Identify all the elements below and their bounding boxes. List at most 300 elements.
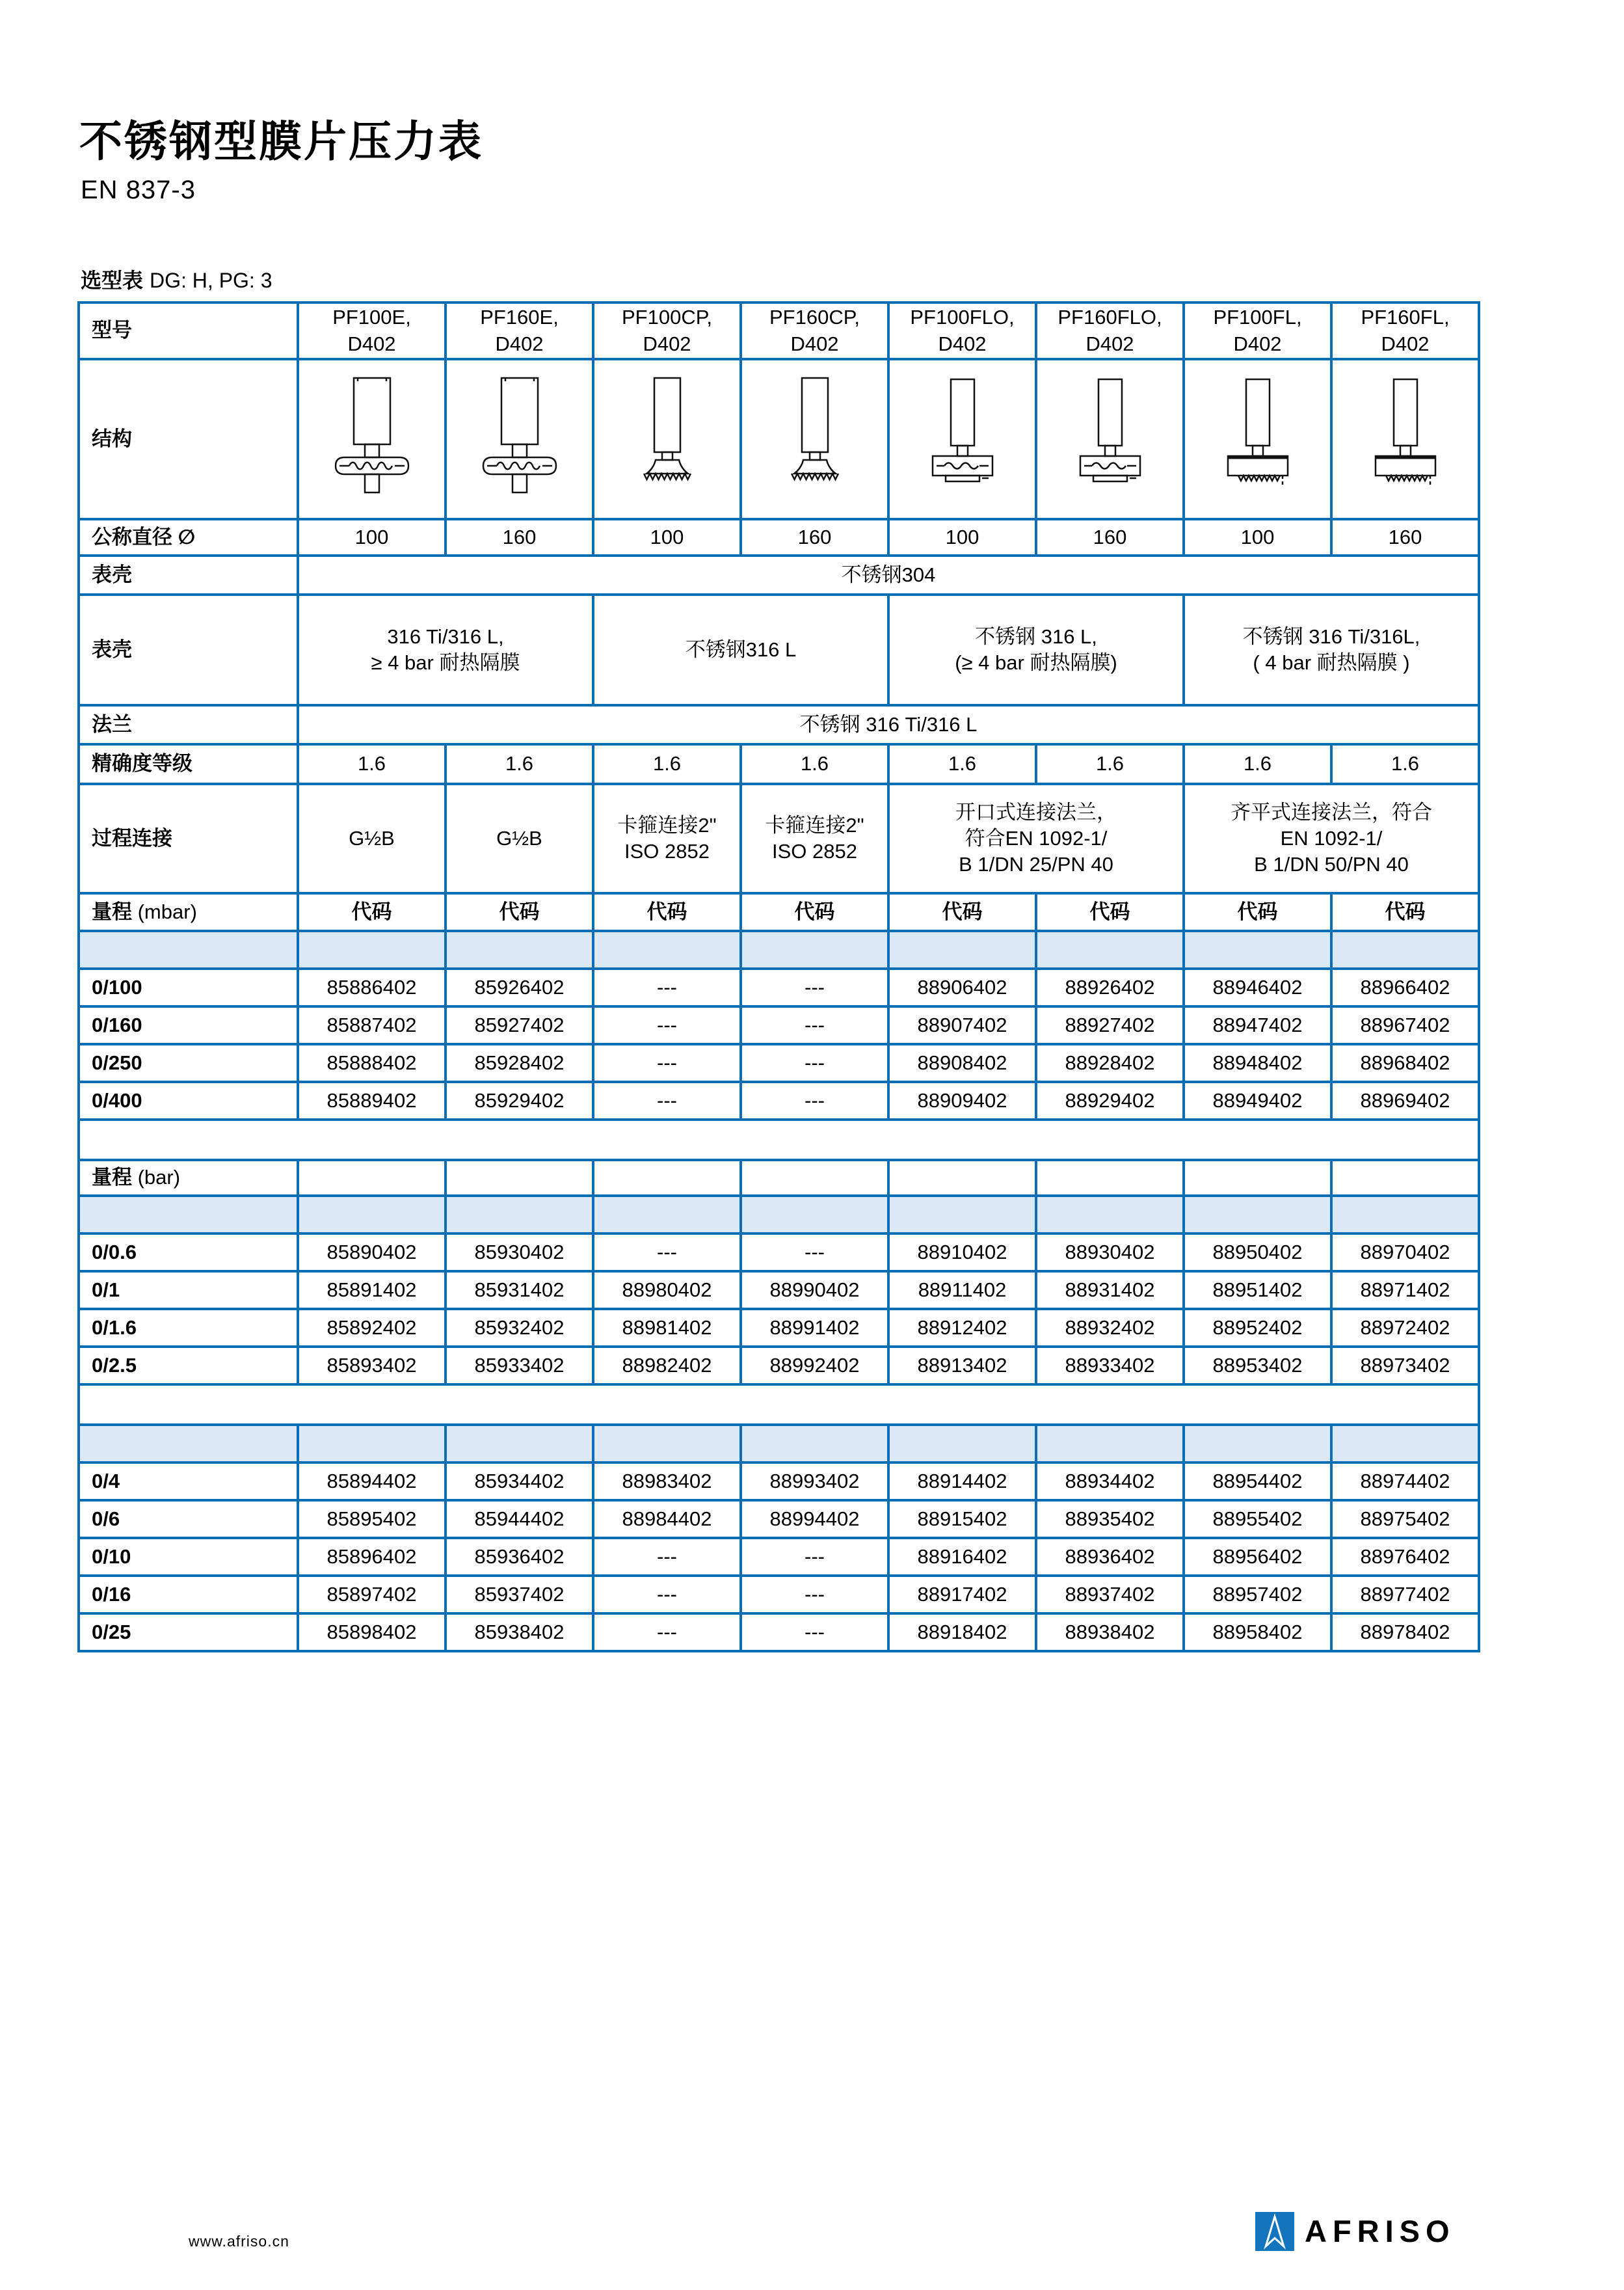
- model-name: PF100FLO,: [910, 306, 1015, 329]
- code-cell: 85936402: [446, 1538, 593, 1576]
- process-line: B 1/DN 25/PN 40: [959, 853, 1113, 876]
- code-cell: 88948402: [1184, 1044, 1331, 1082]
- empty-highlight-cell: [741, 931, 888, 969]
- code-cell: 85893402: [298, 1347, 446, 1384]
- empty-cell: [298, 1160, 446, 1196]
- row-label-model: 型号: [79, 303, 298, 359]
- flange-row: [79, 705, 1479, 744]
- code-cell: ---: [593, 1006, 741, 1044]
- model-name: PF160FLO,: [1058, 306, 1162, 329]
- range-value: 0/400: [79, 1082, 298, 1120]
- case-variant-line: ≥ 4 bar 耐热隔膜: [371, 651, 520, 674]
- model-cell: [446, 303, 593, 359]
- code-header: 代码: [888, 893, 1036, 931]
- process-line: EN 1092-1/: [1280, 826, 1383, 850]
- empty-highlight-cell: [888, 1425, 1036, 1462]
- process-connection-row: [79, 784, 1479, 893]
- empty-highlight-cell: [446, 1425, 593, 1462]
- structure-cell: [298, 359, 446, 519]
- case-variant-line: 316 Ti/316 L,: [387, 625, 504, 648]
- model-cell: [593, 303, 741, 359]
- code-cell: 88955402: [1184, 1500, 1331, 1538]
- code-cell: 85894402: [298, 1462, 446, 1500]
- range-value: 0/250: [79, 1044, 298, 1082]
- accuracy-value: 1.6: [1036, 744, 1184, 784]
- range-unit: (mbar): [132, 900, 197, 923]
- empty-highlight-cell: [79, 1425, 298, 1462]
- structure-cell: [446, 359, 593, 519]
- footer-url-link[interactable]: www.afriso.cn: [189, 2233, 289, 2250]
- process-cell: [593, 784, 741, 893]
- code-cell: 88911402: [888, 1271, 1036, 1309]
- empty-highlight-cell: [593, 1196, 741, 1233]
- code-cell: 88950402: [1184, 1233, 1331, 1271]
- structure-row: [79, 359, 1479, 519]
- empty-highlight-cell: [298, 931, 446, 969]
- code-cell: ---: [741, 1538, 888, 1576]
- case-variant-row: [79, 595, 1479, 705]
- row-label-structure: 结构: [79, 359, 298, 519]
- code-cell: 88934402: [1036, 1462, 1184, 1500]
- standard-ref: EN 837-3: [81, 176, 196, 204]
- code-cell: 88992402: [741, 1347, 888, 1384]
- diameter-value: 160: [1331, 519, 1479, 556]
- structure-cell: [888, 359, 1036, 519]
- range-row: [79, 1538, 1479, 1576]
- code-cell: 88916402: [888, 1538, 1036, 1576]
- process-line: ISO 2852: [772, 840, 857, 863]
- code-cell: 88935402: [1036, 1500, 1184, 1538]
- row-label-flange: 法兰: [79, 705, 298, 744]
- code-cell: 88974402: [1331, 1462, 1479, 1500]
- structure-diagram-cp: [628, 374, 706, 498]
- accuracy-value: 1.6: [593, 744, 741, 784]
- row-label-process: 过程连接: [79, 784, 298, 893]
- selection-table-caption: [81, 264, 273, 294]
- diameter-row: [79, 519, 1479, 556]
- code-header: 代码: [1036, 893, 1184, 931]
- code-cell: 88984402: [593, 1500, 741, 1538]
- empty-cell: [1184, 1160, 1331, 1196]
- code-cell: ---: [741, 1044, 888, 1082]
- selection-label: 选型表: [81, 269, 144, 292]
- empty-highlight-cell: [446, 931, 593, 969]
- code-cell: 88947402: [1184, 1006, 1331, 1044]
- range-value: 0/25: [79, 1613, 298, 1651]
- case-variant-line: 不锈钢 316 Ti/316L,: [1242, 625, 1420, 648]
- model-variant: D402: [1381, 332, 1430, 355]
- code-cell: 88951402: [1184, 1271, 1331, 1309]
- spacer-cell: [79, 1384, 1479, 1425]
- code-cell: 88926402: [1036, 969, 1184, 1006]
- empty-highlight-cell: [741, 1196, 888, 1233]
- code-cell: 88968402: [1331, 1044, 1479, 1082]
- model-cell: [741, 303, 888, 359]
- code-cell: 88977402: [1331, 1576, 1479, 1613]
- code-cell: 85897402: [298, 1576, 446, 1613]
- model-name: PF160CP,: [769, 306, 860, 329]
- code-header: 代码: [298, 893, 446, 931]
- code-cell: 85889402: [298, 1082, 446, 1120]
- range-row: [79, 1462, 1479, 1500]
- afriso-arrow-icon: [1255, 2212, 1294, 2251]
- code-cell: ---: [593, 969, 741, 1006]
- code-cell: 88990402: [741, 1271, 888, 1309]
- model-variant: D402: [1233, 332, 1282, 355]
- accuracy-value: 1.6: [298, 744, 446, 784]
- range-row: [79, 1309, 1479, 1347]
- empty-highlight-cell: [79, 931, 298, 969]
- case-variant-line: (≥ 4 bar 耐热隔膜): [955, 651, 1117, 674]
- code-cell: 85890402: [298, 1233, 446, 1271]
- code-cell: 88975402: [1331, 1500, 1479, 1538]
- empty-highlight-cell: [1184, 1425, 1331, 1462]
- empty-highlight-cell: [1331, 1425, 1479, 1462]
- code-cell: ---: [593, 1082, 741, 1120]
- code-cell: ---: [741, 1613, 888, 1651]
- diameter-value: 100: [593, 519, 741, 556]
- afriso-logo-text: AFRISO: [1305, 2214, 1456, 2248]
- case-variant-cell: [888, 595, 1184, 705]
- selection-table: [77, 301, 1480, 1652]
- model-cell: [888, 303, 1036, 359]
- code-cell: 88946402: [1184, 969, 1331, 1006]
- range-value: 0/100: [79, 969, 298, 1006]
- code-cell: ---: [741, 1576, 888, 1613]
- process-line: 卡箍连接2": [765, 813, 864, 837]
- structure-diagram-cp: [776, 374, 854, 498]
- code-cell: 85891402: [298, 1271, 446, 1309]
- process-line: 齐平式连接法兰，符合: [1231, 800, 1432, 824]
- code-cell: 88930402: [1036, 1233, 1184, 1271]
- range-row: [79, 1271, 1479, 1309]
- empty-highlight-cell: [593, 1425, 741, 1462]
- range-row: [79, 1500, 1479, 1538]
- code-cell: 88981402: [593, 1309, 741, 1347]
- model-variant: D402: [347, 332, 396, 355]
- empty-highlight-cell: [741, 1425, 888, 1462]
- code-cell: 88978402: [1331, 1613, 1479, 1651]
- range-value: 0/2.5: [79, 1347, 298, 1384]
- code-cell: 85888402: [298, 1044, 446, 1082]
- model-name: PF100CP,: [621, 306, 712, 329]
- structure-diagram-fl: [1366, 374, 1444, 498]
- process-line: ISO 2852: [624, 840, 710, 863]
- code-cell: 88933402: [1036, 1347, 1184, 1384]
- empty-highlight-cell: [1036, 931, 1184, 969]
- range-row: [79, 1576, 1479, 1613]
- model-variant: D402: [790, 332, 839, 355]
- code-cell: 88982402: [593, 1347, 741, 1384]
- code-cell: ---: [593, 1613, 741, 1651]
- empty-highlight-row: [79, 931, 1479, 969]
- empty-highlight-cell: [593, 931, 741, 969]
- case-variant-line: ( 4 bar 耐热隔膜 ): [1253, 651, 1410, 674]
- code-cell: 85944402: [446, 1500, 593, 1538]
- structure-diagram-flo: [1071, 374, 1149, 498]
- code-cell: 88967402: [1331, 1006, 1479, 1044]
- code-cell: 85929402: [446, 1082, 593, 1120]
- code-header: 代码: [1331, 893, 1479, 931]
- empty-highlight-cell: [1331, 931, 1479, 969]
- empty-highlight-cell: [1036, 1196, 1184, 1233]
- model-variant: D402: [1085, 332, 1134, 355]
- code-cell: 88938402: [1036, 1613, 1184, 1651]
- code-cell: ---: [593, 1538, 741, 1576]
- diameter-value: 160: [741, 519, 888, 556]
- code-cell: 85930402: [446, 1233, 593, 1271]
- code-cell: 85896402: [298, 1538, 446, 1576]
- code-cell: 88915402: [888, 1500, 1036, 1538]
- diameter-value: 160: [1036, 519, 1184, 556]
- process-line: G½B: [496, 826, 542, 850]
- empty-highlight-cell: [888, 931, 1036, 969]
- empty-cell: [741, 1160, 888, 1196]
- model-cell: [1331, 303, 1479, 359]
- range-mbar-header-row: [79, 893, 1479, 931]
- code-cell: 85886402: [298, 969, 446, 1006]
- code-cell: 88907402: [888, 1006, 1036, 1044]
- row-label-diameter: 公称直径 ∅: [79, 519, 298, 556]
- structure-cell: [741, 359, 888, 519]
- code-cell: 88914402: [888, 1462, 1036, 1500]
- model-variant: D402: [495, 332, 544, 355]
- code-cell: 88918402: [888, 1613, 1036, 1651]
- code-cell: 88927402: [1036, 1006, 1184, 1044]
- diameter-value: 100: [298, 519, 446, 556]
- afriso-logo: [1255, 2212, 1456, 2251]
- code-cell: ---: [593, 1576, 741, 1613]
- process-line: G½B: [349, 826, 395, 850]
- row-label-case: 表壳: [79, 556, 298, 595]
- code-cell: ---: [741, 1006, 888, 1044]
- structure-cell: [1184, 359, 1331, 519]
- model-name: PF100FL,: [1213, 306, 1302, 329]
- code-header: 代码: [446, 893, 593, 931]
- empty-cell: [593, 1160, 741, 1196]
- empty-highlight-row: [79, 1196, 1479, 1233]
- selection-suffix: DG: H, PG: 3: [150, 269, 273, 292]
- process-cell: [741, 784, 888, 893]
- code-cell: ---: [741, 1233, 888, 1271]
- diameter-value: 100: [1184, 519, 1331, 556]
- range-value: 0/160: [79, 1006, 298, 1044]
- case-variant-cell: [298, 595, 593, 705]
- code-cell: 85927402: [446, 1006, 593, 1044]
- process-cell: [446, 784, 593, 893]
- code-cell: 88972402: [1331, 1309, 1479, 1347]
- model-name: PF100E,: [332, 306, 411, 329]
- empty-highlight-cell: [1184, 931, 1331, 969]
- range-row: [79, 969, 1479, 1006]
- empty-highlight-cell: [888, 1196, 1036, 1233]
- range-unit: (bar): [132, 1166, 181, 1189]
- range-value: 0/10: [79, 1538, 298, 1576]
- accuracy-value: 1.6: [1184, 744, 1331, 784]
- range-row: [79, 1347, 1479, 1384]
- case-all-value: 不锈钢304: [298, 556, 1479, 595]
- model-cell: [1184, 303, 1331, 359]
- code-cell: 88954402: [1184, 1462, 1331, 1500]
- empty-highlight-cell: [1036, 1425, 1184, 1462]
- code-cell: 85934402: [446, 1462, 593, 1500]
- structure-cell: [1036, 359, 1184, 519]
- code-cell: 88909402: [888, 1082, 1036, 1120]
- code-cell: 88957402: [1184, 1576, 1331, 1613]
- code-cell: 88966402: [1331, 969, 1479, 1006]
- diameter-value: 100: [888, 519, 1036, 556]
- range-row: [79, 1233, 1479, 1271]
- code-header: 代码: [593, 893, 741, 931]
- model-row: [79, 303, 1479, 359]
- code-cell: ---: [593, 1044, 741, 1082]
- process-line: 符合EN 1092-1/: [965, 826, 1108, 850]
- empty-highlight-cell: [298, 1425, 446, 1462]
- model-cell: [298, 303, 446, 359]
- code-cell: 88928402: [1036, 1044, 1184, 1082]
- code-cell: 85931402: [446, 1271, 593, 1309]
- range-bar-header-row: [79, 1160, 1479, 1196]
- empty-cell: [1036, 1160, 1184, 1196]
- row-label-case: 表壳: [79, 595, 298, 705]
- range-value: 0/16: [79, 1576, 298, 1613]
- empty-highlight-cell: [298, 1196, 446, 1233]
- empty-cell: [1331, 1160, 1479, 1196]
- code-cell: 88910402: [888, 1233, 1036, 1271]
- code-cell: 85887402: [298, 1006, 446, 1044]
- code-cell: 88994402: [741, 1500, 888, 1538]
- empty-highlight-cell: [1184, 1196, 1331, 1233]
- model-cell: [1036, 303, 1184, 359]
- flange-value: 不锈钢 316 Ti/316 L: [298, 705, 1479, 744]
- range-row: [79, 1082, 1479, 1120]
- range-row: [79, 1044, 1479, 1082]
- range-label: 量程: [92, 900, 132, 923]
- code-cell: 85928402: [446, 1044, 593, 1082]
- spacer-cell: [79, 1120, 1479, 1160]
- process-line: 卡箍连接2": [617, 813, 717, 837]
- accuracy-value: 1.6: [1331, 744, 1479, 784]
- case-variant-line: 不锈钢316 L: [685, 638, 797, 661]
- code-cell: 88976402: [1331, 1538, 1479, 1576]
- row-label-range-bar: [79, 1160, 298, 1196]
- code-cell: 88906402: [888, 969, 1036, 1006]
- code-cell: 88917402: [888, 1576, 1036, 1613]
- model-variant: D402: [938, 332, 987, 355]
- code-cell: ---: [741, 1082, 888, 1120]
- code-cell: 88958402: [1184, 1613, 1331, 1651]
- code-cell: 85938402: [446, 1613, 593, 1651]
- structure-diagram-flo: [924, 374, 1002, 498]
- code-cell: 88956402: [1184, 1538, 1331, 1576]
- range-row: [79, 1613, 1479, 1651]
- range-value: 0/1.6: [79, 1309, 298, 1347]
- structure-diagram-e: [333, 374, 411, 498]
- diameter-value: 160: [446, 519, 593, 556]
- code-cell: 88929402: [1036, 1082, 1184, 1120]
- code-cell: 85892402: [298, 1309, 446, 1347]
- code-cell: 88993402: [741, 1462, 888, 1500]
- code-cell: 88913402: [888, 1347, 1036, 1384]
- page-title: 不锈钢型膜片压力表: [79, 117, 483, 166]
- case-variant-cell: [1184, 595, 1479, 705]
- range-value: 0/1: [79, 1271, 298, 1309]
- range-value: 0/4: [79, 1462, 298, 1500]
- code-cell: 88932402: [1036, 1309, 1184, 1347]
- code-cell: ---: [593, 1233, 741, 1271]
- empty-highlight-cell: [79, 1196, 298, 1233]
- model-name: PF160FL,: [1361, 306, 1450, 329]
- range-label: 量程: [92, 1166, 132, 1189]
- code-cell: 88970402: [1331, 1233, 1479, 1271]
- code-cell: 88969402: [1331, 1082, 1479, 1120]
- code-cell: 88971402: [1331, 1271, 1479, 1309]
- accuracy-value: 1.6: [446, 744, 593, 784]
- row-label-accuracy: 精确度等级: [79, 744, 298, 784]
- code-cell: 85898402: [298, 1613, 446, 1651]
- accuracy-value: 1.6: [888, 744, 1036, 784]
- case-variant-cell: [593, 595, 888, 705]
- range-row: [79, 1006, 1479, 1044]
- range-value: 0/0.6: [79, 1233, 298, 1271]
- code-cell: 88908402: [888, 1044, 1036, 1082]
- code-cell: 88936402: [1036, 1538, 1184, 1576]
- empty-cell: [888, 1160, 1036, 1196]
- empty-highlight-cell: [1331, 1196, 1479, 1233]
- code-cell: 88937402: [1036, 1576, 1184, 1613]
- code-cell: ---: [741, 969, 888, 1006]
- empty-highlight-row: [79, 1425, 1479, 1462]
- model-name: PF160E,: [480, 306, 559, 329]
- code-cell: 88991402: [741, 1309, 888, 1347]
- spacer-row: [79, 1120, 1479, 1160]
- code-cell: 88952402: [1184, 1309, 1331, 1347]
- structure-diagram-fl: [1219, 374, 1297, 498]
- case-variant-line: 不锈钢 316 L,: [975, 625, 1097, 648]
- code-header: 代码: [741, 893, 888, 931]
- code-cell: 88912402: [888, 1309, 1036, 1347]
- process-cell: [1184, 784, 1479, 893]
- structure-cell: [1331, 359, 1479, 519]
- code-cell: 88973402: [1331, 1347, 1479, 1384]
- case-row: [79, 556, 1479, 595]
- structure-diagram-e: [481, 374, 559, 498]
- code-cell: 85895402: [298, 1500, 446, 1538]
- code-cell: 85937402: [446, 1576, 593, 1613]
- code-cell: 88983402: [593, 1462, 741, 1500]
- structure-cell: [593, 359, 741, 519]
- code-cell: 85933402: [446, 1347, 593, 1384]
- code-cell: 88980402: [593, 1271, 741, 1309]
- accuracy-row: [79, 744, 1479, 784]
- empty-highlight-cell: [446, 1196, 593, 1233]
- accuracy-value: 1.6: [741, 744, 888, 784]
- code-cell: 85926402: [446, 969, 593, 1006]
- model-variant: D402: [643, 332, 691, 355]
- process-cell: [888, 784, 1184, 893]
- spacer-row: [79, 1384, 1479, 1425]
- process-line: B 1/DN 50/PN 40: [1254, 853, 1409, 876]
- code-cell: 88931402: [1036, 1271, 1184, 1309]
- row-label-range-mbar: [79, 893, 298, 931]
- code-cell: 88953402: [1184, 1347, 1331, 1384]
- process-line: 开口式连接法兰，: [955, 800, 1117, 824]
- process-cell: [298, 784, 446, 893]
- range-value: 0/6: [79, 1500, 298, 1538]
- code-cell: 88949402: [1184, 1082, 1331, 1120]
- code-cell: 85932402: [446, 1309, 593, 1347]
- code-header: 代码: [1184, 893, 1331, 931]
